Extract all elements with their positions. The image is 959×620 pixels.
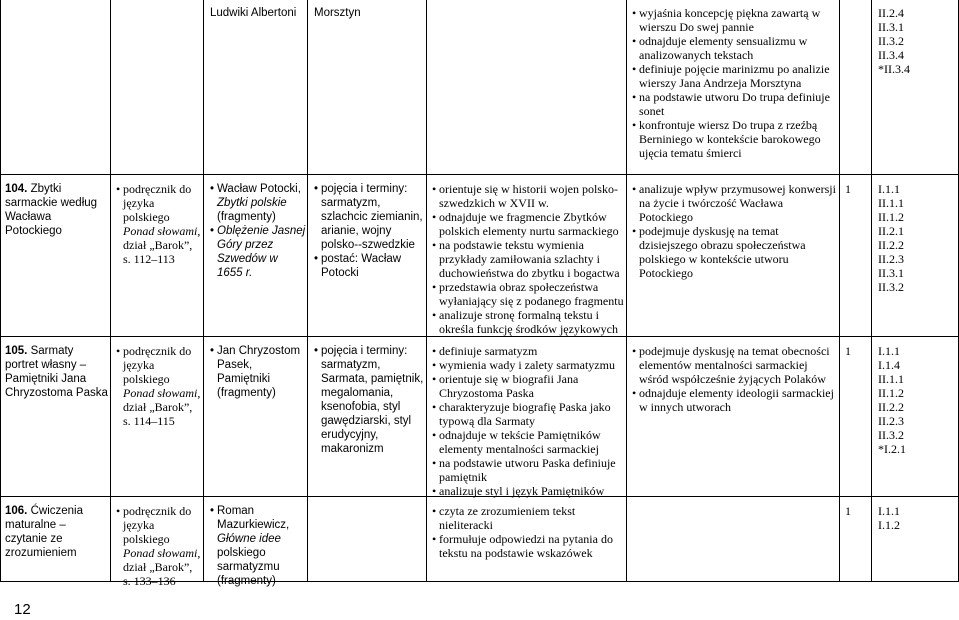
top-extended-item: • wyjaśnia koncepcję piękna zawartą w wierszu Do swej pannie xyxy=(632,6,838,34)
row-separator xyxy=(0,174,959,175)
table-divider xyxy=(203,0,204,581)
extended-requirements: • podejmuje dyskusję na temat obecności elementów mentalności sarmackiej wśród współcześnie żyjących Polaków • odnajduje elementy ideologii sarmackiej w innych utworach xyxy=(632,344,838,414)
table-divider xyxy=(110,0,111,581)
table-divider xyxy=(839,0,840,581)
table-divider xyxy=(426,0,427,581)
hours: 1 xyxy=(845,504,851,518)
top-extended-item: • na podstawie utworu Do trupa definiuje sonet xyxy=(632,90,838,118)
terms: • pojęcia i terminy: sarmatyzm, szlachcic ziemianin, arianie, wojny polsko--szwedzkie • postać: Wacław Potocki xyxy=(314,182,424,280)
curriculum-codes: I.1.1 I.1.4 II.1.1 II.1.2 II.2.2 II.2.3 II.3.2 *I.2.1 xyxy=(878,344,906,456)
page-number: 12 xyxy=(14,601,31,618)
hours: 1 xyxy=(845,182,851,196)
curriculum-codes: I.1.1 II.1.1 II.1.2 II.2.1 II.2.2 II.2.3 II.3.1 II.3.2 xyxy=(878,182,904,294)
top-extended-item: • odnajduje elementy sensualizmu w analizowanych tekstach xyxy=(632,34,838,62)
terms: • pojęcia i terminy: sarmatyzm, Sarmata, pamiętnik, megalomania, ksenofobia, styl gawędziarski, styl erudycyjny, makaronizm xyxy=(314,344,424,456)
handbook: • podręcznik do języka polskiego Ponad słowami, dział „Barok”, s. 112–113 xyxy=(116,182,202,266)
table-divider xyxy=(871,0,872,581)
literary-texts: • Roman Mazurkiewicz, Główne idee polskiego sarmatyzmu (fragmenty) xyxy=(210,504,306,588)
curriculum-codes: I.1.1 I.1.2 xyxy=(878,504,900,532)
row-separator xyxy=(0,336,959,337)
table-border-left xyxy=(0,0,1,581)
literary-texts: • Wacław Potocki, Zbytki polskie (fragmenty) • Oblężenie Jasnej Góry przez Szwedów w 1655 r. xyxy=(210,182,306,280)
handbook: • podręcznik do języka polskiego Ponad słowami, dział „Barok”, s. 114–115 xyxy=(116,344,202,428)
extended-requirements: • analizuje wpływ przymusowej konwersji na życie i twórczość Wacława Potockiego • podejmuje dyskusję na temat dzisiejszego obrazu społeczeństwa polskiego w kontekście utworu Potockiego xyxy=(632,182,838,280)
basic-requirements: • definiuje sarmatyzm • wymienia wady i zalety sarmatyzmu • orientuje się w biografii Jana Chryzostoma Paska • charakteryzuje biografię Paska jako typową dla Sarmaty • odnajduje w tekście Pamiętników elementy mentalności sarmackiej • na podstawie utworu Paska definiuje pamiętnik • analizuje styl i język Pamiętników xyxy=(432,344,626,498)
table-divider xyxy=(307,0,308,581)
lesson-title: 106. Ćwiczenia maturalne – czytanie ze zrozumieniem xyxy=(5,505,84,559)
top-text-author: Ludwiki Albertoni xyxy=(210,7,297,19)
top-extended-requirements xyxy=(632,6,838,160)
top-extended-item: • definiuje pojęcie marinizmu po analizie wierszy Jana Andrzeja Morsztyna xyxy=(632,62,838,90)
top-codes: II.2.4 II.3.1 II.3.2 II.3.4 *II.3.4 xyxy=(878,6,910,76)
hours: 1 xyxy=(845,344,851,358)
handbook: • podręcznik do języka polskiego Ponad słowami, dział „Barok”, s. 133–136 xyxy=(116,504,202,588)
lesson-title: 104. Zbytki sarmackie według Wacława Potockiego xyxy=(5,183,98,237)
top-extended-item: • konfrontuje wiersz Do trupa z rzeźbą Berniniego w kontekście barokowego ujęcia tematu śmierci xyxy=(632,118,838,160)
basic-requirements: • orientuje się w historii wojen polsko-szwedzkich w XVII w. • odnajduje we fragmencie Zbytków polskich elementy nurtu sarmackiego • na podstawie tekstu wymienia przykłady zamiłowania szlachty i duchowieństwa do zbytku i bogactwa • przedstawia obraz społeczeństwa wyłaniający się z podanego fragmentu • analizuje stronę formalną tekstu i określa funkcję środków językowych xyxy=(432,182,626,336)
basic-requirements: • czyta ze zrozumieniem tekst nieliteracki • formułuje odpowiedzi na pytania do tekstu na podstawie wskazówek xyxy=(432,504,626,560)
top-terms: Morsztyn xyxy=(314,7,361,19)
literary-texts: • Jan Chryzostom Pasek, Pamiętniki (fragmenty) xyxy=(210,344,306,400)
lesson-title: 105. Sarmaty portret własny – Pamiętniki Jana Chryzostoma Paska xyxy=(5,345,108,399)
table-divider xyxy=(626,0,627,581)
